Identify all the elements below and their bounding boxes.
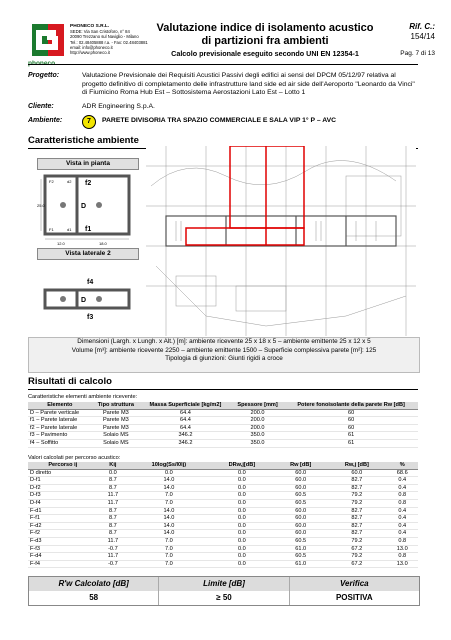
table-cell: 82.7 — [327, 484, 386, 492]
table-cell: 0.4 — [386, 530, 418, 538]
table-cell: 60.0 — [274, 522, 327, 530]
table-row — [28, 477, 418, 485]
document-title — [150, 22, 380, 48]
table-cell: D – Parete verticale — [28, 409, 92, 417]
table-cell: F-d1 — [28, 507, 98, 515]
table-cell: -0.7 — [98, 545, 129, 553]
table-cell: f2 – Parete laterale — [28, 424, 92, 432]
table-cell: 64.4 — [140, 424, 231, 432]
col-percent: % — [386, 462, 418, 469]
table-cell: 7.0 — [128, 537, 209, 545]
document-subtitle: Calcolo previsionale eseguito secondo UNI EN 12354-1 — [171, 49, 359, 58]
table-cell: 0.8 — [386, 553, 418, 561]
table-cell: 0.0 — [210, 515, 275, 523]
floor-plan-map — [146, 146, 416, 336]
table-cell: 0.0 — [210, 492, 275, 500]
table-row — [28, 484, 418, 492]
table-cell: 79.2 — [327, 499, 386, 507]
table-row — [28, 507, 418, 515]
plan-view-title: Vista in pianta — [37, 158, 139, 170]
company-name: PHONECO S.R.L. — [70, 24, 110, 29]
dims-line-2: Volume [m³]: ambiente ricevente 2250 – ambiente emittente 1500 – Superficie complessiva parete [m²]: 125 — [71, 346, 377, 354]
summary-header-calc: R'w Calcolato [dB] — [29, 577, 159, 591]
table-cell: 67.2 — [327, 560, 386, 568]
table-cell: f3 – Pavimento — [28, 432, 92, 440]
table-cell: Parete M3 — [92, 424, 140, 432]
table-cell: 60.5 — [274, 499, 327, 507]
side-label-f4: f4 — [87, 279, 94, 286]
table-cell: 11.7 — [98, 537, 129, 545]
table-cell: 60.5 — [274, 537, 327, 545]
table-cell: 8.7 — [98, 530, 129, 538]
table-cell: 13.0 — [386, 560, 418, 568]
summary-value-calc: 58 — [29, 591, 159, 605]
table-cell: F-f1 — [28, 515, 98, 523]
table-cell: 0.4 — [386, 484, 418, 492]
table-cell: 67.2 — [327, 545, 386, 553]
table-cell: 8.7 — [98, 484, 129, 492]
plan-dim-height: 25.0 — [37, 203, 45, 208]
summary-header-limit: Limite [dB] — [159, 577, 289, 591]
company-line: SEDE: Via San Cristoforo, n° 84 — [70, 29, 130, 35]
company-line: http://www.phoneco.it — [70, 50, 110, 56]
table-cell: F-d4 — [28, 553, 98, 561]
table-cell: 64.4 — [140, 417, 231, 425]
plan-label-d2: d2 — [67, 179, 72, 184]
table-header-row — [28, 402, 418, 409]
table-cell: 346.2 — [140, 439, 231, 447]
table-cell: f1 – Parete laterale — [28, 417, 92, 425]
col-kij: Kij — [98, 462, 129, 469]
side-view-title: Vista laterale 2 — [37, 248, 139, 260]
cliente-text: ADR Engineering S.p.A. — [82, 103, 155, 110]
ambiente-number-badge: 7 — [82, 115, 96, 129]
table-cell: 0.0 — [210, 553, 275, 561]
plan-label-f1: f1 — [85, 226, 92, 233]
table-cell: 200.0 — [231, 409, 284, 417]
table-cell: 0.4 — [386, 477, 418, 485]
plan-dim-w1: 12.0 — [57, 241, 65, 246]
table-cell: 60.5 — [274, 553, 327, 561]
table-cell: 60.0 — [274, 477, 327, 485]
table-cell: f4 – Soffitto — [28, 439, 92, 447]
table-cell: 0.8 — [386, 499, 418, 507]
table-row — [28, 409, 418, 417]
table-cell: 0.0 — [210, 484, 275, 492]
table-cell: 0.8 — [386, 492, 418, 500]
table-cell: 0.0 — [210, 560, 275, 568]
table-cell: 82.7 — [327, 515, 386, 523]
table-cell: 11.7 — [98, 492, 129, 500]
table-cell: 7.0 — [128, 545, 209, 553]
table-row — [28, 499, 418, 507]
table-row — [28, 522, 418, 530]
table-cell: D-f2 — [28, 484, 98, 492]
table-row — [28, 545, 418, 553]
ambiente-text: PARETE DIVISORIA TRA SPAZIO COMMERCIALE E SALA VIP 1° P – AVC — [102, 117, 337, 124]
table-cell: 82.7 — [327, 477, 386, 485]
side-label-d: D — [81, 297, 87, 304]
table-cell: Solaio MS — [92, 432, 140, 440]
table-cell: 7.0 — [128, 499, 209, 507]
table-cell: 0.0 — [210, 530, 275, 538]
table-cell: 60.0 — [274, 469, 327, 477]
table-cell: 7.0 — [128, 560, 209, 568]
table-cell: 68.6 — [386, 469, 418, 477]
col-rw: Potere fonoisolante della parete Rw [dB] — [284, 402, 418, 409]
table-cell: 7.0 — [128, 492, 209, 500]
plan-view-diagram — [37, 171, 137, 246]
table-cell: 0.4 — [386, 507, 418, 515]
table-cell: 60.0 — [274, 484, 327, 492]
table-cell: 61 — [284, 432, 418, 440]
table-cell: 60.0 — [274, 515, 327, 523]
table-cell: 8.7 — [98, 515, 129, 523]
table-cell: 8.7 — [98, 477, 129, 485]
summary-value-verify: POSITIVA — [335, 593, 373, 602]
table-cell: Solaio MS — [92, 439, 140, 447]
table-cell: 0.0 — [98, 469, 129, 477]
table-cell: 0.0 — [210, 507, 275, 515]
paths-table — [28, 462, 418, 568]
table-cell: 0.0 — [210, 499, 275, 507]
dims-line-1: Dimensioni (Largh. x Lungh. x Alt.) [m]: ambiente ricevente 25 x 18 x 5 – ambiente emittente 25 x 12 x 5 — [77, 338, 371, 345]
table-cell: 79.2 — [327, 492, 386, 500]
table-cell: 79.2 — [327, 537, 386, 545]
table-row — [28, 515, 418, 523]
table-cell: 0.0 — [210, 545, 275, 553]
plan-dim-w2: 18.0 — [99, 241, 107, 246]
table-cell: 0.8 — [386, 537, 418, 545]
col-10log: 10log(Ss/l0lj) — [128, 462, 209, 469]
table-cell: 60.0 — [327, 469, 386, 477]
elements-table — [28, 402, 418, 448]
table-row — [28, 424, 418, 432]
col-spessore: Spessore [mm] — [231, 402, 284, 409]
plan-label-f2: f2 — [85, 180, 92, 187]
table-cell: 79.2 — [327, 553, 386, 561]
table-cell: F-d3 — [28, 537, 98, 545]
table-cell: 0.0 — [210, 477, 275, 485]
ambiente-label: Ambiente: — [28, 117, 63, 124]
table-cell: F-f3 — [28, 545, 98, 553]
col-elemento: Elemento — [28, 402, 92, 409]
table-cell: 61 — [284, 439, 418, 447]
table-cell: 14.0 — [128, 530, 209, 538]
table-cell: D-f1 — [28, 477, 98, 485]
table-cell: 8.7 — [98, 522, 129, 530]
table-cell: 0.0 — [210, 469, 275, 477]
col-rwj: Rw,j [dB] — [327, 462, 386, 469]
summary-header-row — [29, 577, 419, 591]
page-number: Pag. 7 di 13 — [400, 50, 435, 57]
table-cell: 60.0 — [274, 530, 327, 538]
table-row — [28, 417, 418, 425]
table-cell: 350.0 — [231, 432, 284, 440]
progetto-label: Progetto: — [28, 72, 60, 79]
table-cell: 60 — [284, 424, 418, 432]
table-row — [28, 530, 418, 538]
table-cell: 61.0 — [274, 560, 327, 568]
summary-values-row — [29, 591, 419, 605]
table-row — [28, 537, 418, 545]
col-rw: Rw [dB] — [274, 462, 327, 469]
rif-label: Rif. C.: — [409, 22, 435, 31]
header-divider — [28, 64, 418, 65]
table-cell: 60.0 — [274, 507, 327, 515]
progetto-text: Valutazione Previsionale dei Requisiti Acustici Passivi degli edifici ai sensi del DPCM 05/12/97 relativa al progetto definitivo di completamento delle infrastrutture land side ed air side dell'Aeroporto "Leonardo da Vinci" di Fiumicino Roma Hub Est – Sottosistema Aerostazioni Lato Est – Lotto 1 — [82, 72, 415, 97]
table-cell: F-f2 — [28, 530, 98, 538]
table-cell: D-f4 — [28, 499, 98, 507]
reference-block — [385, 22, 435, 41]
table-row — [28, 469, 418, 477]
table-cell: Parete M3 — [92, 409, 140, 417]
side-label-f3: f3 — [87, 314, 94, 321]
col-drw: DRw,j[dB] — [210, 462, 275, 469]
table-cell: 0.4 — [386, 515, 418, 523]
table2-caption: Valori calcolati per percorso acustico: — [28, 455, 121, 461]
table-cell: 14.0 — [128, 484, 209, 492]
table-cell: 60 — [284, 409, 418, 417]
company-line: Tel.: 02.48405888 r.a. - Fax: 02.48403881 — [70, 39, 148, 45]
plan-label-F1: F1 — [49, 227, 54, 232]
table-row — [28, 432, 418, 440]
col-percorso: Percorso ij — [28, 462, 98, 469]
col-massa: Massa Superficiale [kg/m2] — [140, 402, 231, 409]
dimensions-box — [28, 337, 420, 373]
table-cell: 0.0 — [210, 522, 275, 530]
table1-caption: Caratteristiche elementi ambiente ricevente: — [28, 394, 138, 400]
company-info — [70, 24, 148, 55]
side-view-diagram — [37, 262, 137, 322]
section-caratteristiche: Caratteristiche ambiente — [28, 135, 139, 146]
dims-line-3: Tipologia di giunzioni: Giunti rigidi a croce — [165, 355, 283, 362]
section-risultati: Risultati di calcolo — [28, 376, 112, 387]
table-row — [28, 560, 418, 568]
table-cell: -0.7 — [98, 560, 129, 568]
table-cell: 200.0 — [231, 424, 284, 432]
plan-label-d1: d1 — [67, 227, 72, 232]
table-cell: 13.0 — [386, 545, 418, 553]
table-cell: Parete M3 — [92, 417, 140, 425]
table-cell: 0.4 — [386, 522, 418, 530]
table-cell: 82.7 — [327, 530, 386, 538]
table-row — [28, 439, 418, 447]
table-cell: 346.2 — [140, 432, 231, 440]
table-cell: D diretto — [28, 469, 98, 477]
table-cell: 14.0 — [128, 477, 209, 485]
title-line-2: di partizioni fra ambienti — [201, 35, 329, 47]
plan-label-F2: F2 — [49, 179, 54, 184]
table-cell: F-f4 — [28, 560, 98, 568]
table-cell: 7.0 — [128, 553, 209, 561]
table-cell: 11.7 — [98, 499, 129, 507]
cliente-label: Cliente: — [28, 103, 54, 110]
table-cell: 60.5 — [274, 492, 327, 500]
rif-value: 154/14 — [410, 31, 435, 41]
table-cell: 82.7 — [327, 507, 386, 515]
section-divider — [28, 389, 418, 390]
table-cell: 14.0 — [128, 515, 209, 523]
plan-label-d: D — [81, 203, 87, 210]
summary-value-limit: ≥ 50 — [159, 591, 289, 605]
table-cell: 11.7 — [98, 553, 129, 561]
table-cell: 14.0 — [128, 507, 209, 515]
summary-box — [28, 576, 420, 606]
title-line-1: Valutazione indice di isolamento acustico — [156, 22, 374, 34]
table-cell: 60 — [284, 417, 418, 425]
table-cell: D-f3 — [28, 492, 98, 500]
table-cell: 200.0 — [231, 417, 284, 425]
table-header-row — [28, 462, 418, 469]
table-cell: 0.0 — [210, 537, 275, 545]
table-cell: 61.0 — [274, 545, 327, 553]
summary-header-verify: Verifica — [290, 577, 419, 591]
col-tipo: Tipo struttura — [92, 402, 140, 409]
table-cell: 8.7 — [98, 507, 129, 515]
company-line: 20090 Trezzano sul Naviglio - Milano — [70, 34, 139, 40]
table-row — [28, 492, 418, 500]
table-cell: 350.0 — [231, 439, 284, 447]
company-line: email: info@phoneco.it — [70, 44, 113, 50]
table-cell: F-d2 — [28, 522, 98, 530]
company-logo — [30, 22, 66, 58]
table-cell: 0.0 — [128, 469, 209, 477]
table-row — [28, 553, 418, 561]
table-cell: 14.0 — [128, 522, 209, 530]
table-cell: 64.4 — [140, 409, 231, 417]
table-cell: 82.7 — [327, 522, 386, 530]
